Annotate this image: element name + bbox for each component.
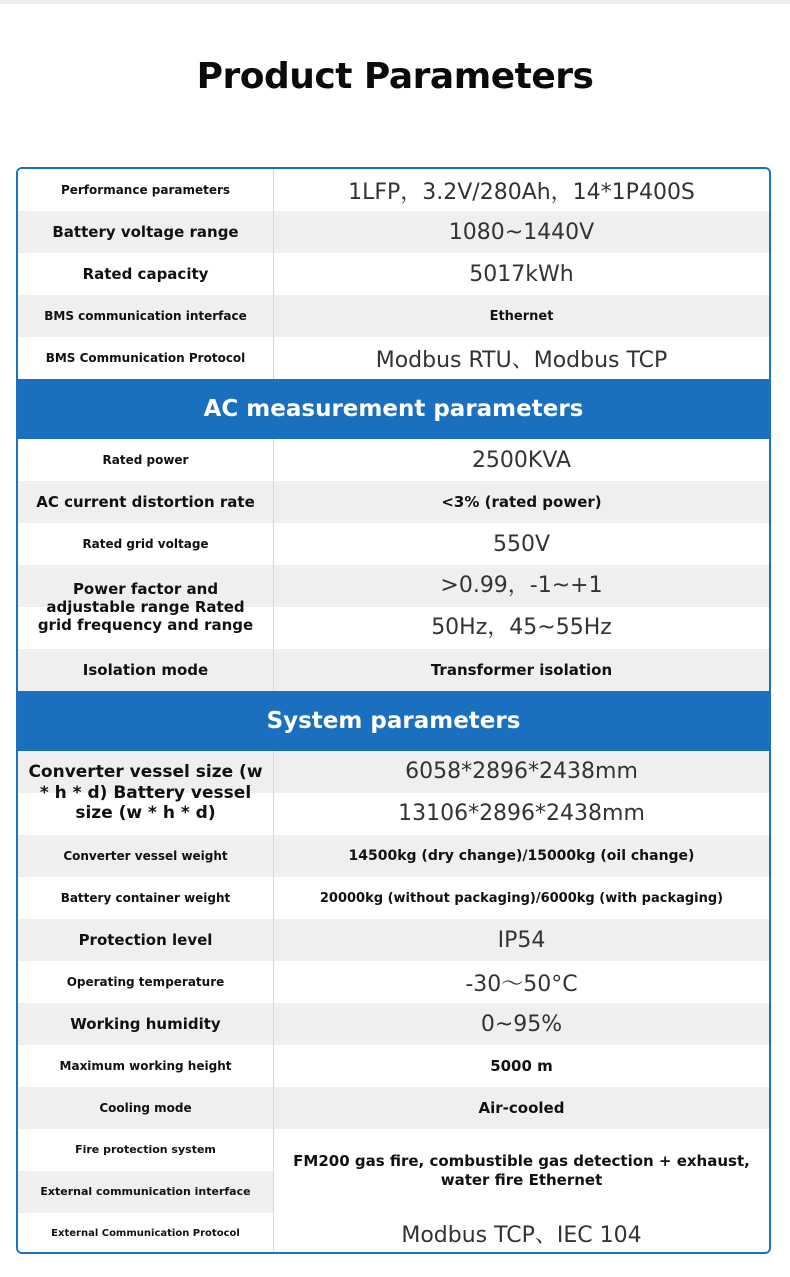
merged-label-power-factor: Power factor and adjustable range Rated grid frequency and range <box>18 565 274 649</box>
row-value: -30～50°C <box>465 971 578 997</box>
fire-protection-label: Fire protection system <box>18 1129 274 1171</box>
row-label: Converter vessel weight <box>18 835 274 877</box>
power-factor-value: >0.99，-1~+1 <box>440 573 603 599</box>
row-label: Battery voltage range <box>18 211 274 253</box>
table-row <box>18 1087 769 1129</box>
grid-frequency-value: 50Hz，45~55Hz <box>431 615 612 641</box>
table-row <box>18 439 769 481</box>
row-label: Cooling mode <box>18 1087 274 1129</box>
row-label: Performance parameters <box>18 169 274 211</box>
row-label: Rated power <box>18 439 274 481</box>
row-value: Modbus RTU、Modbus TCP <box>375 347 668 373</box>
table-row <box>18 1045 769 1087</box>
row-value: Transformer isolation <box>430 661 613 679</box>
row-value: 2500KVA <box>471 447 572 473</box>
table-row <box>18 295 769 337</box>
table-row <box>18 919 769 961</box>
row-label: Protection level <box>18 919 274 961</box>
row-value: IP54 <box>497 927 546 953</box>
table-row <box>18 337 769 379</box>
table-row <box>18 877 769 919</box>
row-value: Ethernet <box>489 308 554 324</box>
table-row <box>18 835 769 877</box>
row-value: 550V <box>492 531 551 557</box>
row-value: Modbus TCP、IEC 104 <box>401 1223 642 1248</box>
row-value: Air-cooled <box>478 1099 565 1117</box>
table-row <box>18 961 769 1003</box>
row-value: 5017kWh <box>469 261 574 287</box>
table-row <box>18 481 769 523</box>
row-label: Isolation mode <box>18 649 274 691</box>
external-comm-interface-label: External communication interface <box>18 1171 274 1213</box>
battery-vessel-size-value: 13106*2896*2438mm <box>398 801 645 827</box>
table-row <box>18 649 769 691</box>
row-value: 5000 m <box>490 1057 553 1075</box>
row-label: Rated grid voltage <box>18 523 274 565</box>
table-row <box>18 253 769 295</box>
top-divider <box>0 0 790 4</box>
table-row <box>18 169 769 211</box>
converter-vessel-size-value: 6058*2896*2438mm <box>405 759 638 785</box>
row-value: <3% (rated power) <box>441 493 602 511</box>
table-row <box>18 523 769 565</box>
merged-label-vessel-size: Converter vessel size (w * h * d) Battery vessel size (w * h * d) <box>18 751 274 835</box>
table-row <box>18 211 769 253</box>
row-label: Operating temperature <box>18 961 274 1003</box>
section-header-system: System parameters <box>18 691 769 751</box>
section-header-ac: AC measurement parameters <box>18 379 769 439</box>
row-value: 1LFP，3.2V/280Ah，14*1P400S <box>348 179 695 205</box>
row-label: Maximum working height <box>18 1045 274 1087</box>
fire-protection-value: FM200 gas fire, combustible gas detection + exhaust, water fire Ethernet <box>274 1129 769 1213</box>
table-row <box>18 1213 769 1254</box>
row-label: Working humidity <box>18 1003 274 1045</box>
row-value: 1080~1440V <box>448 219 595 245</box>
row-value: 14500kg (dry change)/15000kg (oil change) <box>348 848 695 864</box>
row-value: 0~95% <box>480 1011 563 1037</box>
row-label: AC current distortion rate <box>18 481 274 523</box>
row-label: BMS communication interface <box>18 295 274 337</box>
row-label: Rated capacity <box>18 253 274 295</box>
row-label: BMS Communication Protocol <box>18 337 274 379</box>
parameters-table-frame <box>16 167 771 1254</box>
page-title: Product Parameters <box>196 56 594 97</box>
row-label: Battery container weight <box>18 877 274 919</box>
row-value: 20000kg (without packaging)/6000kg (with packaging) <box>319 890 724 906</box>
row-label: External Communication Protocol <box>18 1213 274 1254</box>
table-row <box>18 1003 769 1045</box>
